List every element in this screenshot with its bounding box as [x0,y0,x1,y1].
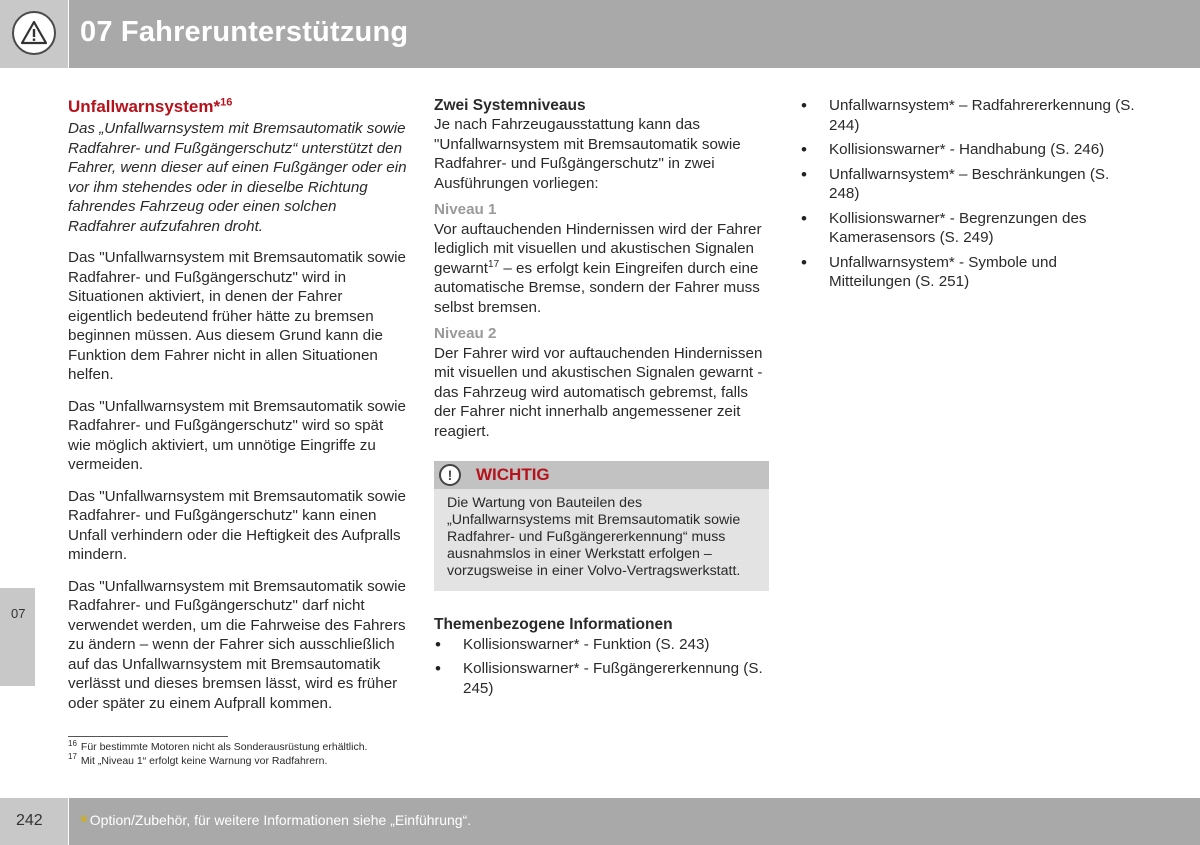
body-paragraph: Das "Unfallwarnsystem mit Bremsautomatik sowie Radfahrer- und Fußgängerschutz" darf nicht verwendet werden, um die Fahrweise des Fahrers zu ändern – wenn der Fahrer sich ausschließlich auf das Unfallwarnsystem mit Bremsautomatik verlässt und dieses bremsen lässt, wird es früher oder später zu einem Aufprall kommen. [68,577,406,712]
warning-triangle-icon [12,11,56,55]
related-link[interactable]: • Unfallwarnsystem* - Symbole und Mitteilungen (S. 251) [800,253,1140,292]
related-link[interactable]: • Kollisionswarner* - Funktion (S. 243) [434,635,769,655]
related-link[interactable]: • Unfallwarnsystem* – Radfahrererkennung (S. 244) [800,96,1140,135]
subsection-heading: Zwei Systemniveaus [434,97,586,114]
note-header [434,461,769,489]
body-paragraph: Das "Unfallwarnsystem mit Bremsautomatik sowie Radfahrer- und Fußgängerschutz" kann einen Unfall verhindern oder die Heftigkeit des Aufpralls mindern. [68,487,406,563]
body-paragraph: Das "Unfallwarnsystem mit Bremsautomatik sowie Radfahrer- und Fußgängerschutz" wird in Situationen aktiviert, in denen der Fahrer eigentlich bedeutend früher hätte zu bremsen beginnen müssen. Aus diesem Grund kann die Funktion dem Fahrer nicht in allen Situationen helfen. [68,249,406,383]
related-link[interactable]: • Kollisionswarner* - Begrenzungen des Kamerasensors (S. 249) [800,209,1140,248]
side-tab-label: 07 [11,606,26,621]
levels-intro: Je nach Fahrzeugausstattung kann das "Unfallwarnsystem mit Bremsautomatik sowie Radfahrer- und Fußgängerschutz" in zwei Ausführungen vorliegen: [434,116,741,192]
note-title: WICHTIG [476,465,550,484]
note-text: Die Wartung von Bauteilen des „Unfallwarnsystems mit Bremsautomatik sowie Radfahrer- und Fußgängererkennung“ muss ausnahmslos in einer Werkstatt erfolgen – vorzugsweise in einer Volvo-Vertragswerkstatt. [447,495,741,579]
column-3 [800,96,1140,297]
exclamation-icon: ! [439,464,461,486]
section-title: Unfallwarnsystem*$^{16}$ [68,96,233,116]
option-star-icon: * [80,812,88,834]
footer-note: * Option/Zubehör, für weitere Informationen siehe „Einführung“. [80,812,472,834]
level-2-text: Der Fahrer wird vor auftauchenden Hindernissen mit visuellen und akustischen Signalen gewarnt - das Fahrzeug wird automatisch gebremst, falls der Fahrer nicht innerhalb angemessener zeit reagiert. [434,344,763,440]
level-1-title: Niveau 1 [434,201,497,218]
intro-text: Das „Unfallwarnsystem mit Bremsautomatik sowie Radfahrer- und Fußgängerschutz“ unterstützt den Fahrer, wenn dieser auf einen Fußgänger oder ein vor ihm stehendes oder in dieselbe Richtung fahrendes Fahrzeug oder einen solchen Radfahrer aufzufahren droht. [68,120,407,235]
footnote: $^{17}$ Mit „Niveau 1“ erfolgt keine Warnung vor Radfahrern. [68,752,328,767]
chapter-side-tab[interactable] [0,588,35,686]
column-1 [68,96,408,713]
footnote-ref-16[interactable]: 16 [220,96,233,109]
footnote-ref-17[interactable]: 17 [488,258,500,270]
footnote-divider [68,736,228,737]
chapter-title: 07 Fahrerunterstützung [80,16,409,48]
related-link[interactable]: • Kollisionswarner* - Handhabung (S. 246) [800,140,1140,160]
footnotes [68,738,368,768]
header-icon-box [0,0,68,68]
level-1-text: Vor auftauchenden Hindernissen wird der Fahrer lediglich mit visuellen und akustischen Signalen gewarnt$^{17}$ – es erfolgt kein Eingreifen durch eine automatische Bremse, sondern der Fahrer muss selbst bremsen. [434,220,762,316]
related-link[interactable]: • Kollisionswarner* - Fußgängererkennung (S. 245) [434,659,769,698]
column-2 [434,96,769,703]
related-info-heading: Themenbezogene Informationen [434,616,673,633]
level-2-title: Niveau 2 [434,325,497,342]
important-note [434,461,769,591]
related-link[interactable]: • Unfallwarnsystem* – Beschränkungen (S. 248) [800,165,1140,204]
related-list [800,96,1140,292]
body-paragraph: Das "Unfallwarnsystem mit Bremsautomatik sowie Radfahrer- und Fußgängerschutz" wird so spät wie möglich aktiviert, um unnötige Eingriffe zu vermeiden. [68,397,406,473]
page-number: 242 [16,812,43,829]
related-list [434,635,769,699]
footnote: $^{16}$ Für bestimmte Motoren nicht als Sonderausrüstung erhältlich. [68,738,368,753]
